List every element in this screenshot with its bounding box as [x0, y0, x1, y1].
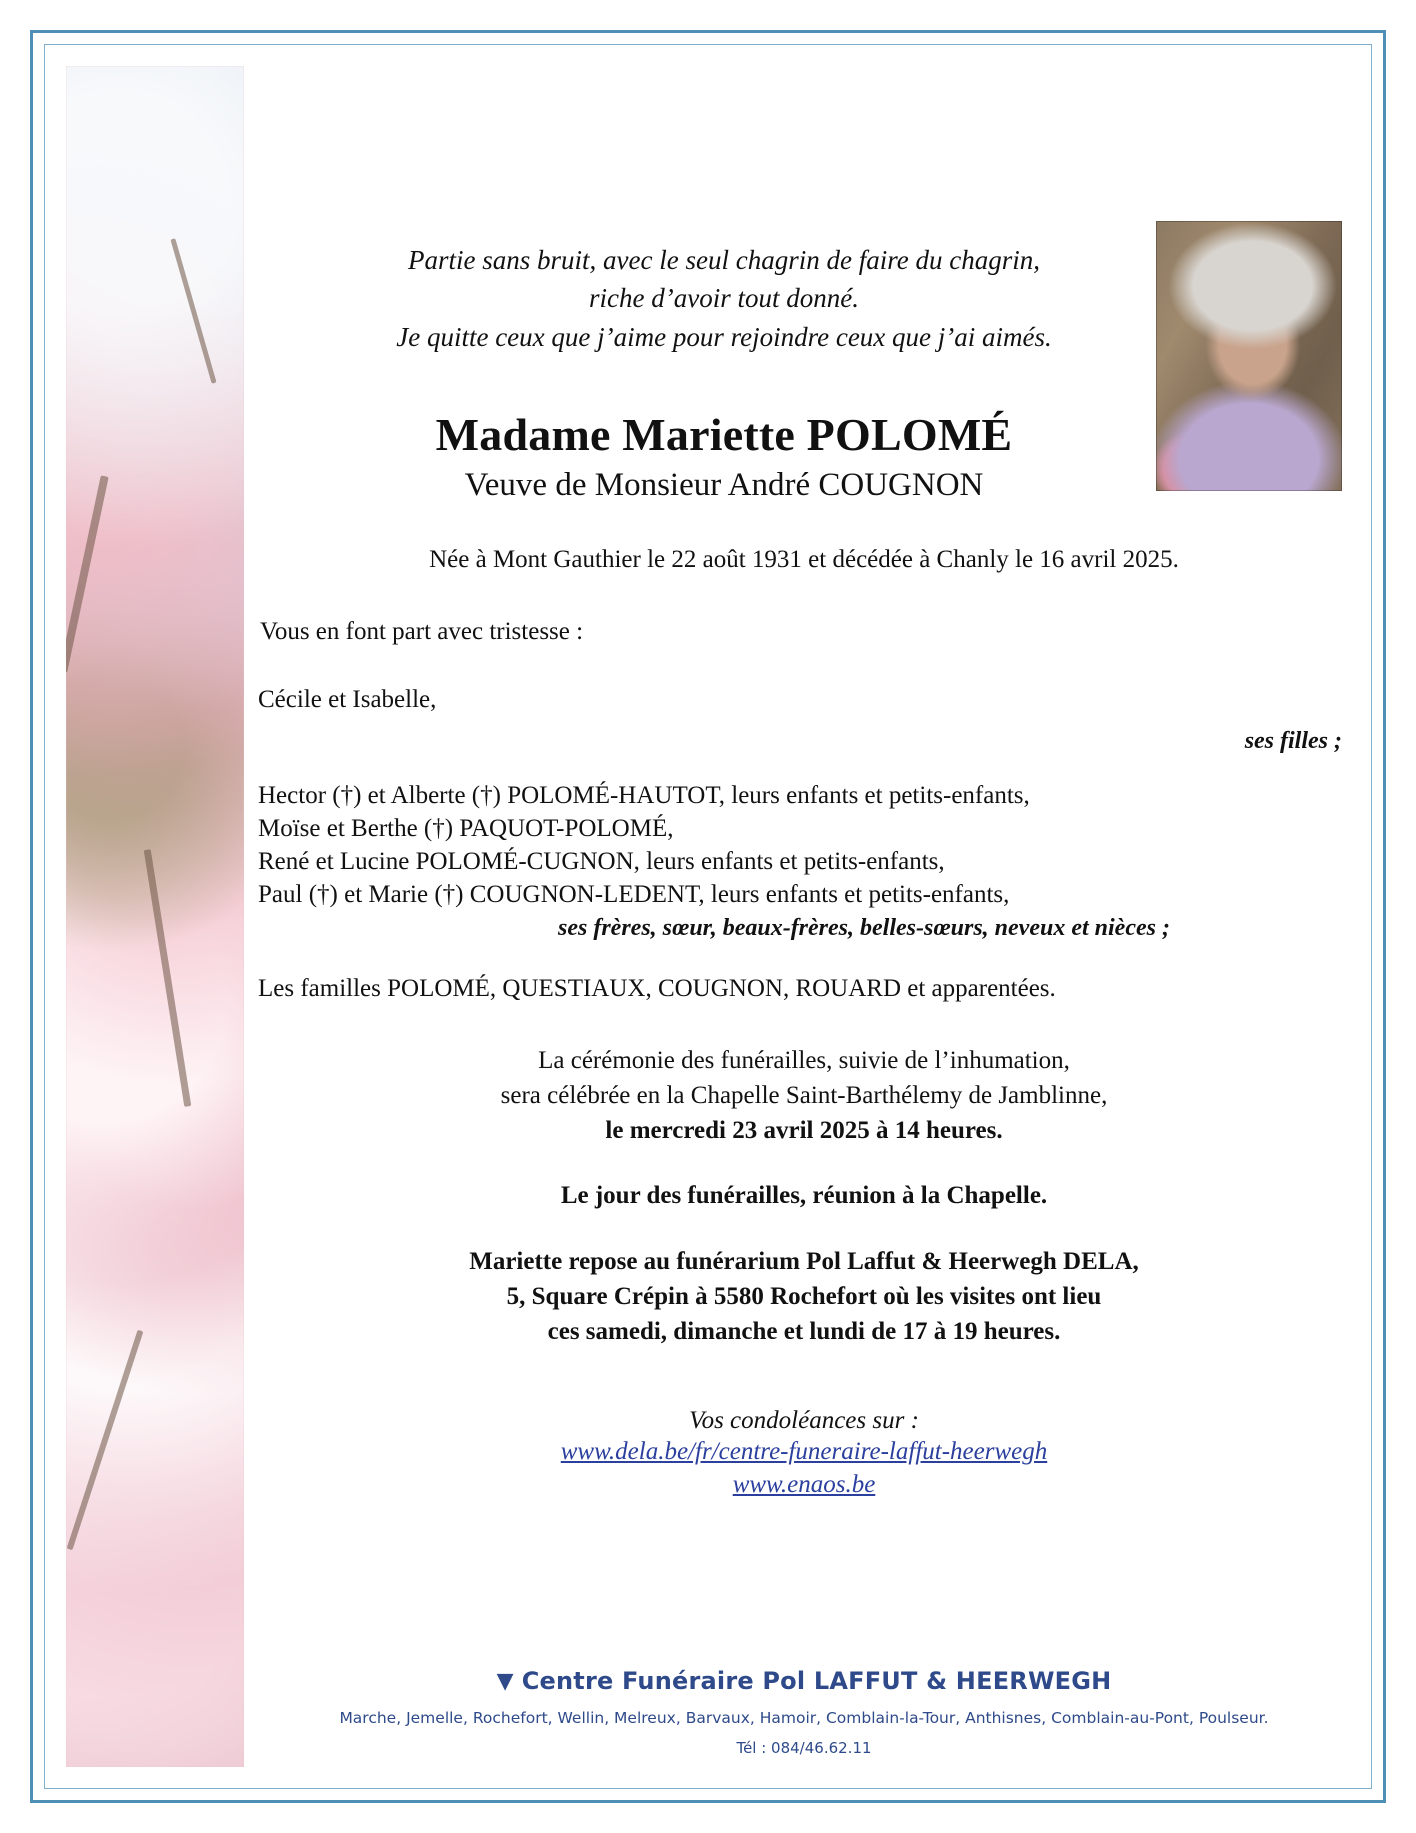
ceremony-datetime: le mercredi 23 avril 2025 à 14 heures.	[605, 1116, 1003, 1144]
floral-photo-strip	[66, 66, 244, 1767]
footer-brand-text: Centre Funéraire Pol LAFFUT & HEERWEGH	[521, 1667, 1112, 1695]
ceremony-line-1: La cérémonie des funérailles, suivie de l’inhumation,	[538, 1046, 1070, 1074]
footer	[258, 1667, 1350, 1757]
portrait-frame	[1156, 221, 1342, 491]
portrait-photo	[1156, 221, 1342, 491]
daughters-role: ses filles ;	[1244, 727, 1342, 754]
poem-line-3: Je quitte ceux que j’aime pour rejoindre ceux que j’ai aimés.	[396, 321, 1052, 352]
family-line-3: René et Lucine POLOMÉ-CUGNON, leurs enfants et petits-enfants,	[258, 847, 945, 875]
funerarium-details	[258, 1244, 1350, 1349]
family-line-4: Paul (†) et Marie (†) COUGNON-LEDENT, leurs enfants et petits-enfants,	[258, 880, 1010, 908]
family-line-2: Moïse et Berthe (†) PAQUOT-POLOMÉ,	[258, 814, 674, 842]
footer-telephone: Tél : 084/46.62.11	[736, 1739, 872, 1757]
funerarium-line-1: Mariette repose au funérarium Pol Laffut & Heerwegh DELA,	[469, 1247, 1139, 1275]
extended-families: Les familles POLOMÉ, QUESTIAUX, COUGNON, ROUARD et apparentées.	[258, 974, 1056, 1002]
deceased-name: Madame Mariette POLOMÉ	[435, 408, 1013, 460]
condolences-label: Vos condoléances sur :	[689, 1406, 919, 1434]
triangle-icon: ▼	[496, 1669, 514, 1694]
footer-brand-line	[258, 1667, 1350, 1695]
funerarium-line-2: 5, Square Crépin à 5580 Rochefort où les visites ont lieu	[506, 1282, 1102, 1310]
family-list	[258, 779, 1350, 945]
reunion-note: Le jour des funérailles, réunion à la Chapelle.	[560, 1181, 1048, 1209]
footer-cities: Marche, Jemelle, Rochefort, Wellin, Melreux, Barvaux, Hamoir, Comblain-la-Tour, Anthisnes, Comblain-au-Pont, Poulseur.	[339, 1709, 1269, 1727]
family-line-1: Hector (†) et Alberte (†) POLOMÉ-HAUTOT, leurs enfants et petits-enfants,	[258, 781, 1030, 809]
daughters-names: Cécile et Isabelle,	[258, 685, 437, 713]
condolences-link-dela[interactable]: www.dela.be/fr/centre-funeraire-laffut-heerwegh	[560, 1437, 1048, 1465]
ceremony-details	[258, 1043, 1350, 1148]
spouse-line: Veuve de Monsieur André COUGNON	[464, 466, 984, 503]
poem-line-2: riche d’avoir tout donné.	[589, 283, 859, 314]
card-content	[258, 66, 1350, 1767]
poem-line-1: Partie sans bruit, avec le seul chagrin de faire du chagrin,	[408, 245, 1040, 275]
birth-death-line: Née à Mont Gauthier le 22 août 1931 et décédée à Chanly le 16 avril 2025.	[429, 545, 1179, 573]
announcement-line: Vous en font part avec tristesse :	[260, 617, 584, 645]
ceremony-line-2: sera célébrée en la Chapelle Saint-Barthélemy de Jamblinne,	[500, 1081, 1108, 1109]
condolences-link-enaos[interactable]: www.enaos.be	[732, 1471, 876, 1499]
family-role: ses frères, sœur, beaux-frères, belles-sœurs, neveux et nièces ;	[558, 914, 1170, 941]
funerarium-line-3: ces samedi, dimanche et lundi de 17 à 19 heures.	[547, 1317, 1061, 1345]
